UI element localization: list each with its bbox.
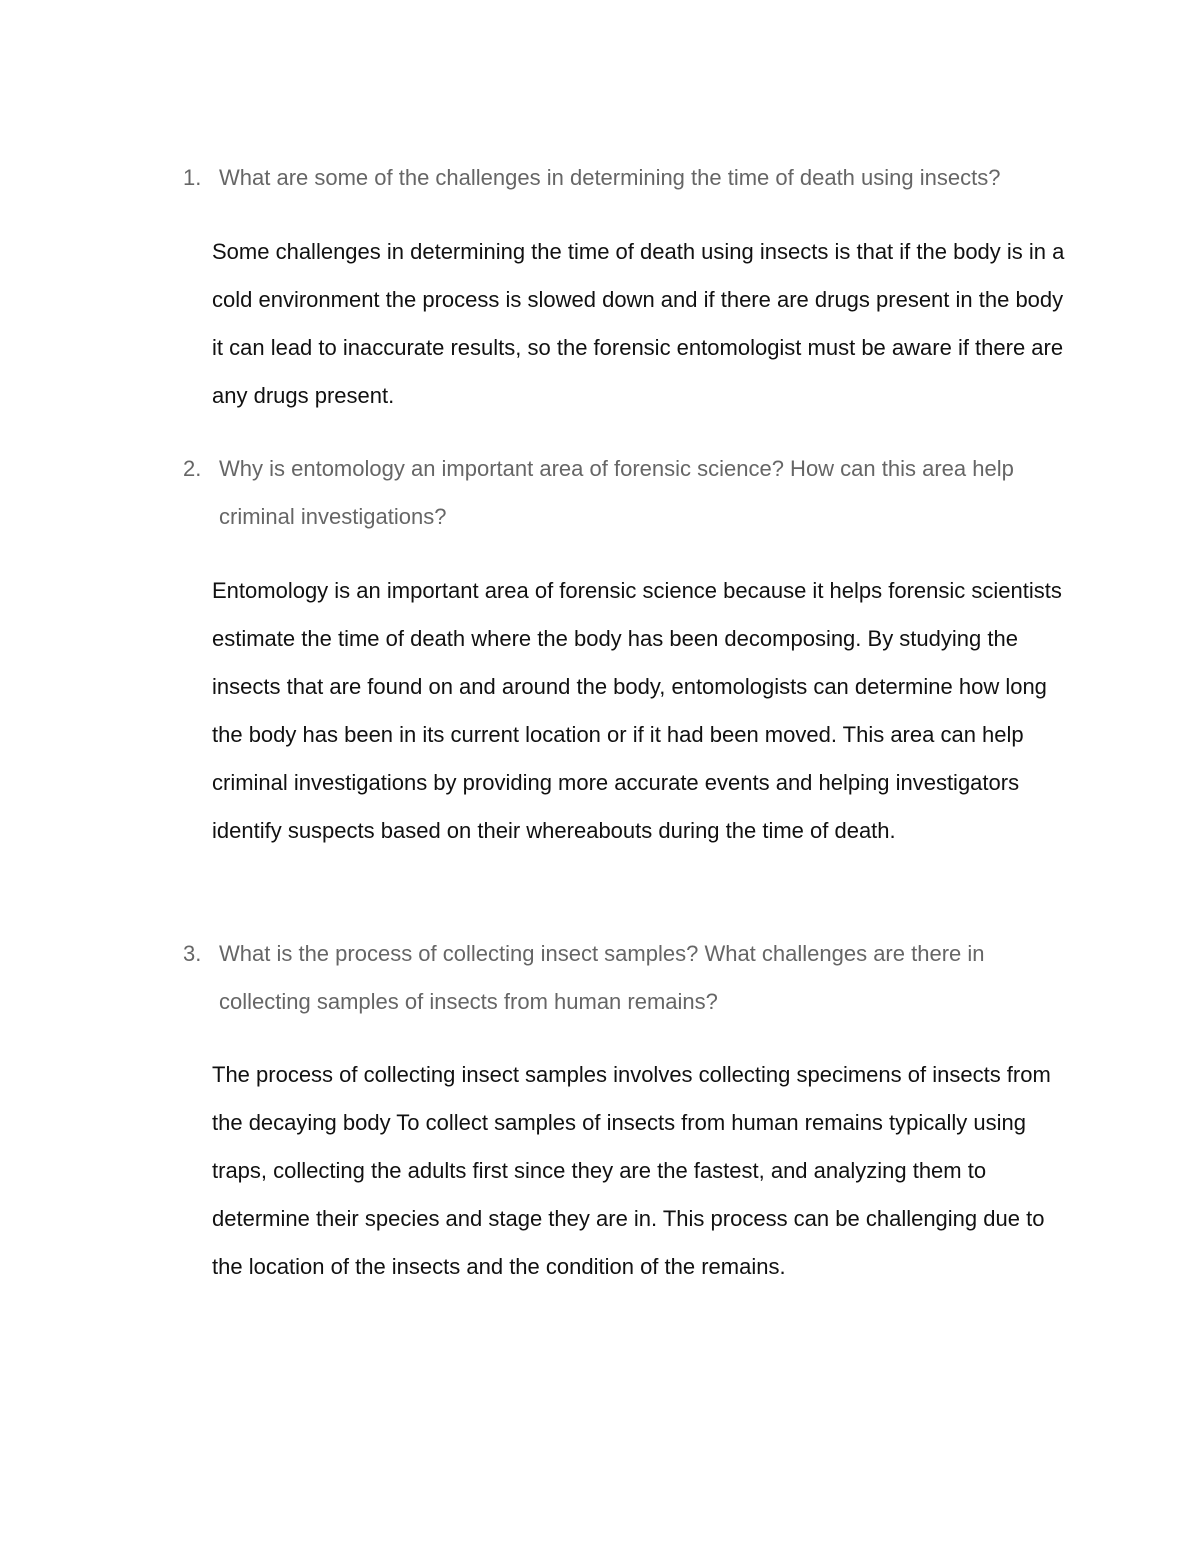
answer-3: The process of collecting insect samples involves collecting specimens of insects from the decaying body To collect samples of insects from human remains typically using traps, collecting the adults first since they are the fastest, and analyzing them to determine their species and stage they are in. This process can be challenging due to the location of the insects and the condition of the remains.: [212, 1062, 1051, 1279]
answer-2: Entomology is an important area of forensic science because it helps forensic scientists estimate the time of death where the body has been decomposing. By studying the insects that are found on and around the body, entomologists can determine how long the body has been in its current location or if it had been moved. This area can help criminal investigations by providing more accurate events and helping investigators identify suspects based on their whereabouts during the time of death.: [212, 578, 1062, 843]
answer-1: Some challenges in determining the time of death using insects is that if the body is in a cold environment the process is slowed down and if there are drugs present in the body it can lead to inaccurate results, so the forensic entomologist must be aware if there are any drugs present.: [212, 239, 1065, 408]
question-text: Why is entomology an important area of forensic science? How can this area help criminal investigations?: [219, 456, 1014, 529]
question-number: 2.: [183, 456, 202, 481]
question-3: [183, 930, 1063, 1026]
question-text: What are some of the challenges in determining the time of death using insects?: [219, 165, 1001, 190]
question-1: [183, 154, 1063, 202]
question-number: 3.: [183, 941, 202, 966]
question-2: [183, 445, 1063, 541]
question-text: What is the process of collecting insect samples? What challenges are there in collecting samples of insects from human remains?: [219, 941, 985, 1014]
question-number: 1.: [183, 165, 202, 190]
